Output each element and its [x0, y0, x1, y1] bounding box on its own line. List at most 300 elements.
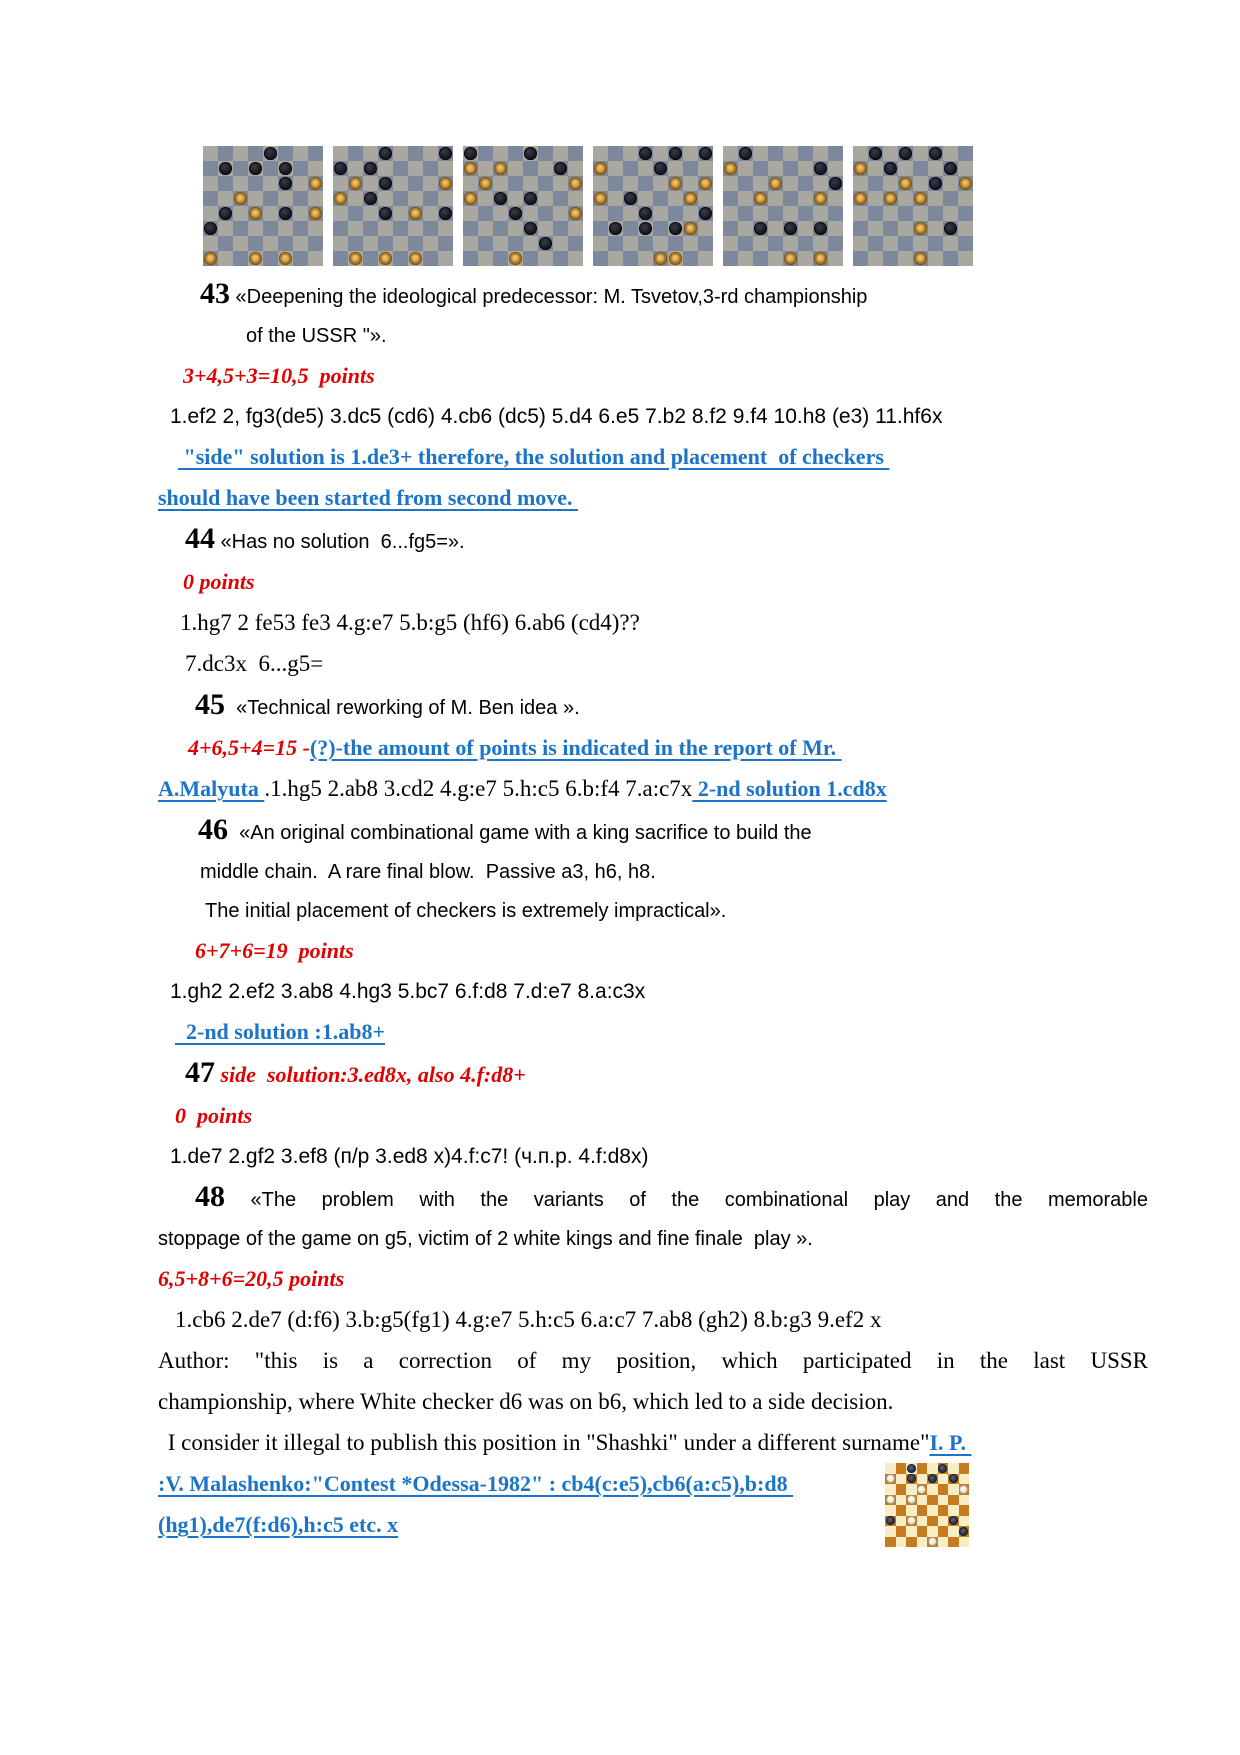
- board-square: [896, 1463, 907, 1474]
- board-square: [608, 206, 623, 221]
- board-square: [723, 191, 738, 206]
- board-square: [883, 146, 898, 161]
- board-square: [263, 206, 278, 221]
- board-square: [917, 1537, 928, 1548]
- board-square: [203, 191, 218, 206]
- paragraph-2: [158, 323, 1148, 351]
- board-square: [783, 176, 798, 191]
- board-square: [885, 1537, 896, 1548]
- board-square: [278, 236, 293, 251]
- board-square: [593, 176, 608, 191]
- board-square: [913, 236, 928, 251]
- board-square: [768, 161, 783, 176]
- board-square: [463, 221, 478, 236]
- board-square: [623, 206, 638, 221]
- board-square: [263, 191, 278, 206]
- text-run-blue: 2-nd solution :1.ab8+: [175, 1019, 385, 1044]
- board-square: [768, 251, 783, 266]
- gold-checker: [279, 252, 291, 264]
- board-square: [363, 176, 378, 191]
- white-checker: [928, 1537, 937, 1546]
- board-square: [638, 251, 653, 266]
- board-square: [523, 206, 538, 221]
- board-square: [959, 1463, 970, 1474]
- board-square: [943, 206, 958, 221]
- board-square: [333, 251, 348, 266]
- board-square: [248, 146, 263, 161]
- dark-checker: [907, 1474, 916, 1483]
- text-run-serif: .1.hg5 2.ab8 3.cd2 4.g:e7 5.h:c5 6.b:f4 7.a:c7x: [264, 776, 693, 801]
- text-run-red: 4+6,5+4=15 -: [188, 735, 310, 760]
- board-square: [233, 146, 248, 161]
- board-square: [308, 251, 323, 266]
- dark-checker: [886, 1516, 895, 1525]
- board-square: [906, 1484, 917, 1495]
- board-square: [348, 146, 363, 161]
- black-checker: [814, 222, 826, 234]
- board-square: [948, 1495, 959, 1506]
- board-square: [538, 221, 553, 236]
- board-square: [683, 176, 698, 191]
- board-square: [333, 206, 348, 221]
- board-square: [928, 161, 943, 176]
- board-square: [928, 251, 943, 266]
- board-square: [293, 206, 308, 221]
- board-square: [798, 176, 813, 191]
- black-checker: [884, 162, 896, 174]
- black-checker: [264, 147, 276, 159]
- board-square: [393, 251, 408, 266]
- board-square: [898, 221, 913, 236]
- black-checker: [364, 162, 376, 174]
- board-square: [593, 146, 608, 161]
- board-square: [898, 161, 913, 176]
- board-square: [927, 1505, 938, 1516]
- board-square: [813, 236, 828, 251]
- board-square: [828, 161, 843, 176]
- black-checker: [609, 222, 621, 234]
- board-square: [218, 221, 233, 236]
- board-square: [959, 1505, 970, 1516]
- board-square: [553, 146, 568, 161]
- paragraph-1: [158, 277, 1148, 312]
- board-square: [738, 236, 753, 251]
- gold-checker: [784, 252, 796, 264]
- board-square: [898, 206, 913, 221]
- board-square: [348, 236, 363, 251]
- gold-checker: [899, 177, 911, 189]
- gold-checker: [379, 252, 391, 264]
- paragraph-25: [158, 1265, 1148, 1295]
- board-square: [853, 251, 868, 266]
- gold-checker: [959, 177, 971, 189]
- board-square: [508, 236, 523, 251]
- board-square: [623, 176, 638, 191]
- paragraph-28: [158, 1388, 1148, 1418]
- board-square: [958, 251, 973, 266]
- board-square: [896, 1484, 907, 1495]
- checkers-diagram-5: [723, 146, 843, 266]
- paragraph-9: [158, 609, 1148, 639]
- board-square: [943, 176, 958, 191]
- text-run-blue: :V. Malashenko:"Contest *Odessa-1982" : cb4(c:e5),cb6(a:c5),b:d8: [158, 1471, 794, 1496]
- text-run-serif: championship, where White checker d6 was on b6, which led to a side decision.: [158, 1389, 894, 1414]
- board-square: [263, 236, 278, 251]
- white-checker: [886, 1495, 895, 1504]
- board-square: [948, 1463, 959, 1474]
- board-square: [348, 191, 363, 206]
- board-square: [293, 236, 308, 251]
- board-square: [783, 206, 798, 221]
- gold-checker: [699, 177, 711, 189]
- board-square: [883, 176, 898, 191]
- board-square: [738, 176, 753, 191]
- text-run-serif: I consider it illegal to publish this position in "Shashki" under a different surname": [162, 1430, 930, 1455]
- board-square: [898, 236, 913, 251]
- board-square: [278, 191, 293, 206]
- paragraph-14: [158, 813, 1148, 848]
- board-square: [638, 191, 653, 206]
- text-run-blue: 2-nd solution 1.cd8x: [692, 776, 887, 801]
- board-square: [393, 236, 408, 251]
- board-square: [423, 236, 438, 251]
- paragraph-4: [158, 403, 1148, 432]
- text-run-blue: A.Malyuta: [158, 776, 265, 801]
- gold-checker: [309, 207, 321, 219]
- board-square: [898, 251, 913, 266]
- paragraph-6: [158, 484, 1148, 514]
- board-square: [293, 221, 308, 236]
- board-square: [408, 146, 423, 161]
- black-checker: [944, 222, 956, 234]
- black-checker: [639, 147, 651, 159]
- board-square: [948, 1537, 959, 1548]
- paragraph-10: [158, 650, 1148, 680]
- paragraph-29: [158, 1429, 1148, 1459]
- paragraph-26: [158, 1306, 1148, 1336]
- gold-checker: [334, 192, 346, 204]
- board-square: [868, 236, 883, 251]
- black-checker: [204, 222, 216, 234]
- board-square: [248, 176, 263, 191]
- dark-checker: [949, 1474, 958, 1483]
- board-square: [568, 236, 583, 251]
- board-square: [523, 236, 538, 251]
- board-square: [868, 191, 883, 206]
- board-square: [423, 176, 438, 191]
- board-square: [553, 221, 568, 236]
- board-square: [738, 191, 753, 206]
- gold-checker: [669, 177, 681, 189]
- board-square: [218, 251, 233, 266]
- text-run-sans: «Technical reworking of M. Ben idea ».: [225, 697, 580, 719]
- board-square: [943, 146, 958, 161]
- board-square: [813, 206, 828, 221]
- paragraph-18: [158, 978, 1148, 1007]
- black-checker: [439, 207, 451, 219]
- black-checker: [639, 222, 651, 234]
- board-square: [493, 236, 508, 251]
- board-square: [378, 161, 393, 176]
- board-square: [828, 236, 843, 251]
- document-body: [158, 277, 1148, 1552]
- gold-checker: [814, 192, 826, 204]
- black-checker: [494, 192, 506, 204]
- board-square: [568, 146, 583, 161]
- board-square: [738, 206, 753, 221]
- board-square: [885, 1463, 896, 1474]
- black-checker: [624, 192, 636, 204]
- paragraph-23: [158, 1180, 1148, 1215]
- board-square: [723, 146, 738, 161]
- text-run-sans: The initial placement of checkers is extremely impractical».: [205, 900, 727, 922]
- board-square: [896, 1495, 907, 1506]
- board-square: [783, 236, 798, 251]
- board-square: [913, 176, 928, 191]
- board-square: [478, 221, 493, 236]
- board-square: [293, 251, 308, 266]
- black-checker: [249, 162, 261, 174]
- board-square: [883, 221, 898, 236]
- board-square: [608, 251, 623, 266]
- gold-checker: [479, 177, 491, 189]
- board-square: [438, 251, 453, 266]
- board-square: [868, 221, 883, 236]
- text-run-blue: I. P.: [929, 1430, 972, 1455]
- board-square: [753, 161, 768, 176]
- dark-checker: [907, 1464, 916, 1473]
- text-run-serif: 7.dc3x 6...g5=: [185, 651, 324, 676]
- board-square: [783, 146, 798, 161]
- board-square: [853, 236, 868, 251]
- board-square: [883, 236, 898, 251]
- board-square: [638, 176, 653, 191]
- paragraph-21: [158, 1102, 1148, 1132]
- board-square: [423, 146, 438, 161]
- checkers-diagram-bottom: [885, 1463, 969, 1547]
- gold-checker: [249, 252, 261, 264]
- board-square: [623, 161, 638, 176]
- board-square: [948, 1505, 959, 1516]
- board-square: [493, 221, 508, 236]
- board-square: [363, 251, 378, 266]
- gold-checker: [884, 192, 896, 204]
- board-square: [218, 236, 233, 251]
- board-square: [378, 221, 393, 236]
- board-square: [768, 236, 783, 251]
- gold-checker: [349, 177, 361, 189]
- board-square: [868, 176, 883, 191]
- board-square: [798, 161, 813, 176]
- board-square: [723, 221, 738, 236]
- white-checker: [886, 1474, 895, 1483]
- board-square: [233, 176, 248, 191]
- board-square: [333, 176, 348, 191]
- black-checker: [669, 147, 681, 159]
- board-square: [959, 1474, 970, 1485]
- board-square: [478, 206, 493, 221]
- black-checker: [279, 177, 291, 189]
- board-square: [363, 146, 378, 161]
- board-square: [959, 1537, 970, 1548]
- gold-checker: [854, 192, 866, 204]
- paragraph-12: [158, 734, 1148, 764]
- black-checker: [784, 222, 796, 234]
- paragraph-22: [158, 1143, 1148, 1172]
- board-square: [623, 221, 638, 236]
- board-square: [408, 236, 423, 251]
- board-square: [553, 176, 568, 191]
- board-square: [828, 146, 843, 161]
- white-checker: [907, 1516, 916, 1525]
- board-square: [608, 191, 623, 206]
- board-square: [768, 191, 783, 206]
- board-square: [408, 161, 423, 176]
- board-square: [423, 251, 438, 266]
- board-square: [828, 191, 843, 206]
- board-square: [623, 251, 638, 266]
- black-checker: [334, 162, 346, 174]
- board-square: [753, 176, 768, 191]
- board-square: [723, 176, 738, 191]
- board-square: [493, 146, 508, 161]
- board-square: [683, 251, 698, 266]
- board-square: [203, 236, 218, 251]
- board-square: [508, 161, 523, 176]
- board-square: [798, 236, 813, 251]
- board-square: [906, 1505, 917, 1516]
- text-run-blue: "side" solution is 1.de3+ therefore, the solution and placement of checkers: [178, 444, 890, 469]
- black-checker: [929, 177, 941, 189]
- text-run-sans: stoppage of the game on g5, victim of 2 white kings and fine finale play ».: [158, 1228, 813, 1250]
- board-square: [623, 236, 638, 251]
- paragraph-20: [158, 1056, 1148, 1091]
- black-checker: [639, 207, 651, 219]
- board-square: [753, 206, 768, 221]
- text-run-red: side solution:3.ed8x, also 4.f:d8+: [215, 1062, 526, 1087]
- board-square: [913, 146, 928, 161]
- text-run-sans: «Deepening the ideological predecessor: M. Tsvetov,3-rd championship: [230, 286, 868, 308]
- board-square: [653, 206, 668, 221]
- gold-checker: [654, 252, 666, 264]
- board-square: [853, 176, 868, 191]
- board-square: [568, 221, 583, 236]
- board-square: [927, 1484, 938, 1495]
- board-square: [798, 221, 813, 236]
- text-run-num: 45: [195, 688, 225, 721]
- black-checker: [219, 207, 231, 219]
- board-square: [203, 146, 218, 161]
- board-square: [928, 206, 943, 221]
- board-square: [278, 146, 293, 161]
- board-square: [943, 236, 958, 251]
- board-square: [813, 176, 828, 191]
- board-square: [883, 206, 898, 221]
- paragraph-8: [158, 568, 1148, 598]
- text-run-num: 48: [195, 1180, 225, 1213]
- paragraph-30: [158, 1470, 1148, 1500]
- board-square: [683, 146, 698, 161]
- board-square: [218, 191, 233, 206]
- board-square: [753, 236, 768, 251]
- dark-checker: [928, 1474, 937, 1483]
- black-checker: [279, 207, 291, 219]
- board-square: [927, 1495, 938, 1506]
- checkers-diagram-2: [333, 146, 453, 266]
- board-square: [463, 176, 478, 191]
- board-square: [348, 161, 363, 176]
- board-square: [568, 191, 583, 206]
- board-square: [378, 191, 393, 206]
- board-square: [917, 1526, 928, 1537]
- board-square: [723, 206, 738, 221]
- board-square: [308, 161, 323, 176]
- board-square: [348, 221, 363, 236]
- board-square: [958, 236, 973, 251]
- board-square: [938, 1526, 949, 1537]
- gold-checker: [594, 192, 606, 204]
- paragraph-17: [158, 937, 1148, 967]
- board-square: [608, 236, 623, 251]
- board-square: [248, 221, 263, 236]
- board-square: [493, 176, 508, 191]
- text-run-sans: middle chain. A rare final blow. Passive a3, h6, h8.: [200, 861, 656, 883]
- board-square: [478, 191, 493, 206]
- board-square: [798, 146, 813, 161]
- board-square: [883, 251, 898, 266]
- board-square: [885, 1526, 896, 1537]
- checkers-diagram-1: [203, 146, 323, 266]
- gold-checker: [914, 192, 926, 204]
- board-square: [423, 206, 438, 221]
- board-square: [868, 251, 883, 266]
- board-square: [943, 251, 958, 266]
- board-square: [308, 236, 323, 251]
- board-square: [683, 161, 698, 176]
- black-checker: [699, 207, 711, 219]
- black-checker: [869, 147, 881, 159]
- text-run-red: 6+7+6=19 points: [195, 938, 354, 963]
- dark-checker: [949, 1516, 958, 1525]
- board-square: [938, 1505, 949, 1516]
- board-square: [768, 146, 783, 161]
- gold-checker: [669, 252, 681, 264]
- gold-checker: [409, 252, 421, 264]
- board-square: [959, 1495, 970, 1506]
- board-square: [798, 191, 813, 206]
- board-square: [508, 221, 523, 236]
- board-square: [363, 206, 378, 221]
- board-square: [248, 236, 263, 251]
- board-square: [653, 146, 668, 161]
- board-square: [927, 1463, 938, 1474]
- board-square: [828, 221, 843, 236]
- paragraph-7: [158, 522, 1148, 557]
- board-square: [478, 236, 493, 251]
- board-square: [938, 1537, 949, 1548]
- board-square: [508, 191, 523, 206]
- black-checker: [364, 192, 376, 204]
- board-square: [768, 221, 783, 236]
- gold-checker: [439, 177, 451, 189]
- board-square: [653, 236, 668, 251]
- board-square: [959, 1516, 970, 1527]
- text-run-blue: should have been started from second move.: [158, 485, 579, 510]
- paragraph-15: [158, 859, 1148, 887]
- white-checker: [959, 1485, 968, 1494]
- board-square: [263, 251, 278, 266]
- board-square: [378, 236, 393, 251]
